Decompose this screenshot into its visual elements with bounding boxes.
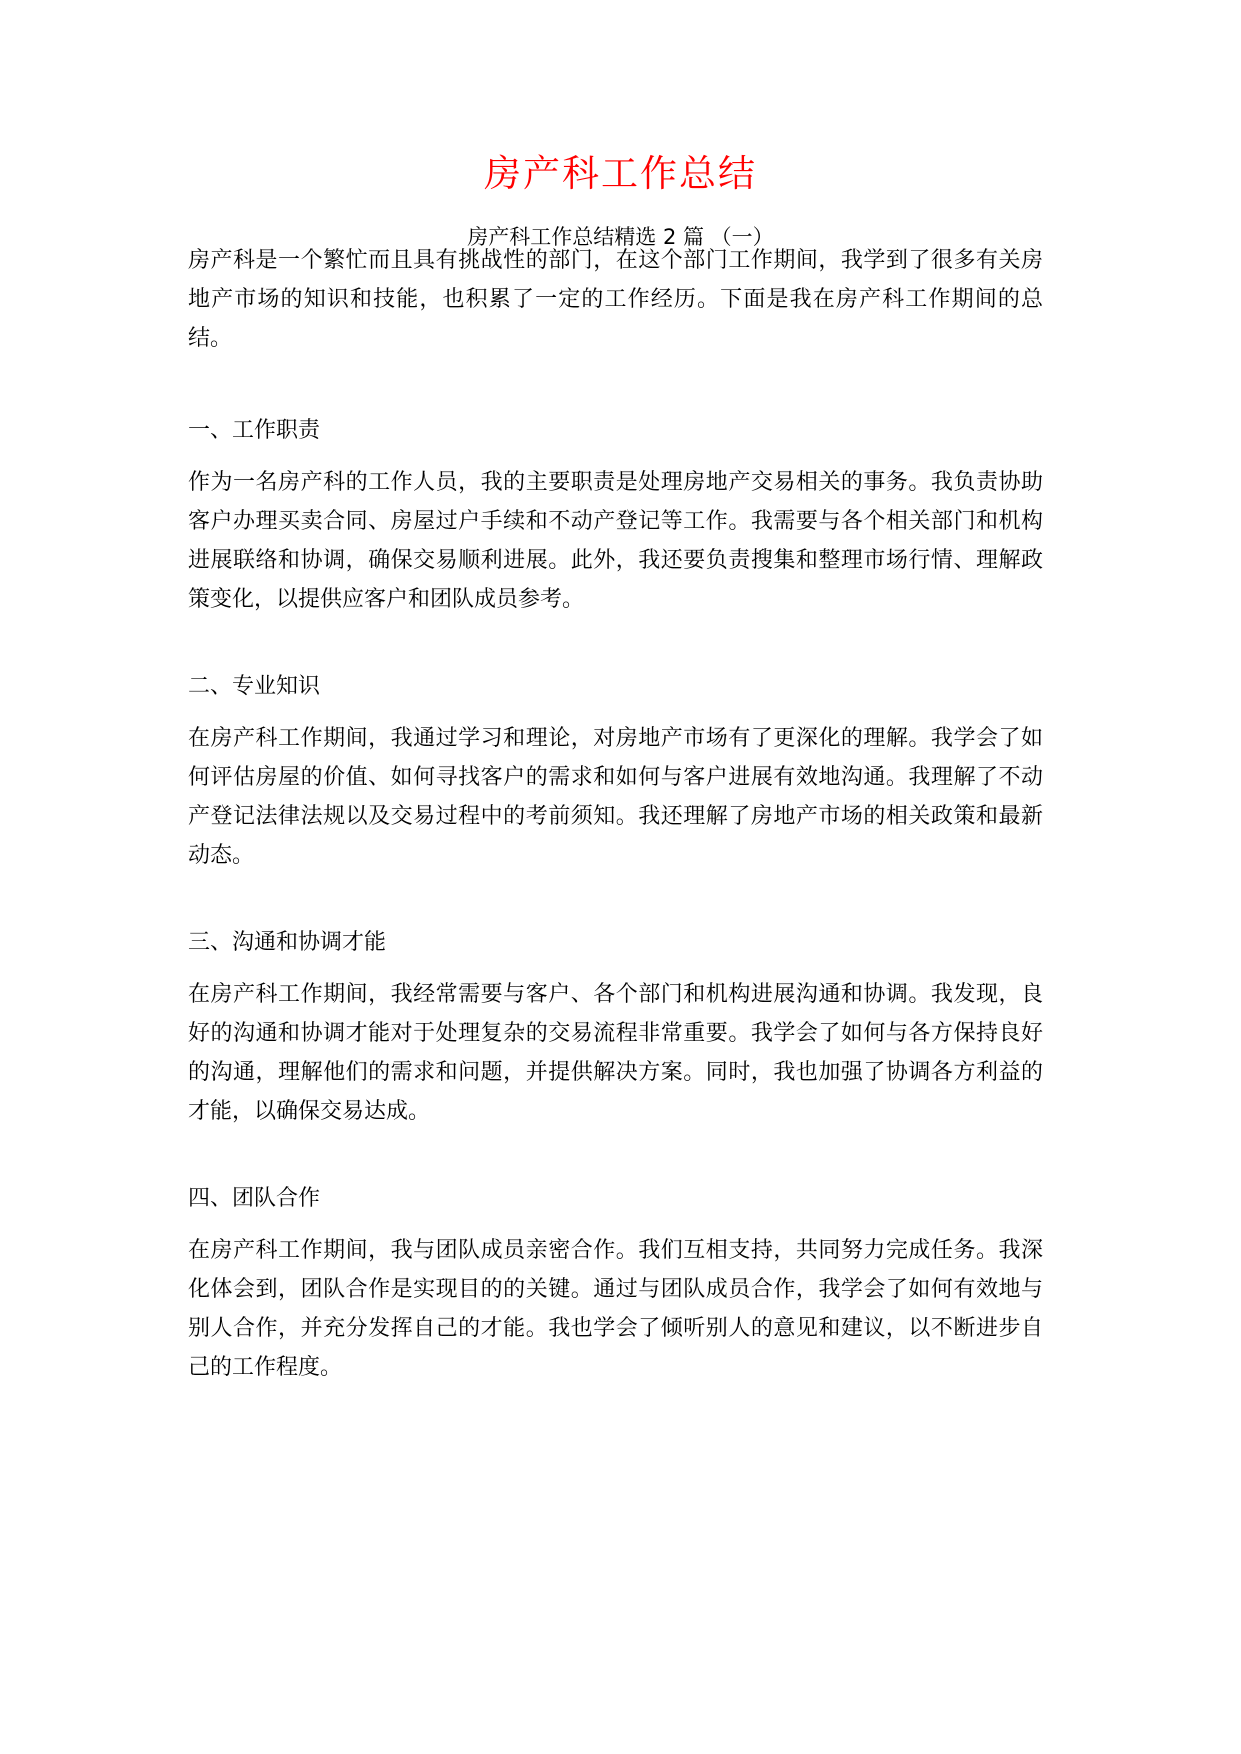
- section-heading-teamwork: 四、团队合作: [188, 1186, 321, 1211]
- document-title: 房产科工作总结: [484, 152, 757, 195]
- section-heading-knowledge: 二、专业知识: [188, 674, 321, 699]
- section-heading-communication: 三、沟通和协调才能: [188, 930, 387, 955]
- document-subtitle: 房产科工作总结精选 2 篇 （一）: [467, 225, 774, 249]
- section-body-teamwork: 在房产科工作期间，我与团队成员亲密合作。我们互相支持，共同努力完成任务。我深化体会到，团队合作是实现目的的关键。通过与团队成员合作，我学会了如何有效地与别人合作，并充分发挥自己的才能。我也学会了倾听别人的意见和建议，以不断进步自己的工作程度。: [188, 1238, 1043, 1380]
- section-body-duties: 作为一名房产科的工作人员，我的主要职责是处理房地产交易相关的事务。我负责协助客户办理买卖合同、房屋过户手续和不动产登记等工作。我需要与各个相关部门和机构进展联络和协调，确保交易顺利进展。此外，我还要负责搜集和整理市场行情、理解政策变化，以提供应客户和团队成员参考。: [188, 470, 1043, 612]
- section-body-communication: 在房产科工作期间，我经常需要与客户、各个部门和机构进展沟通和协调。我发现，良好的沟通和协调才能对于处理复杂的交易流程非常重要。我学会了如何与各方保持良好的沟通，理解他们的需求和问题，并提供解决方案。同时，我也加强了协调各方利益的才能，以确保交易达成。: [188, 982, 1043, 1124]
- section-body-knowledge: 在房产科工作期间，我通过学习和理论，对房地产市场有了更深化的理解。我学会了如何评估房屋的价值、如何寻找客户的需求和如何与客户进展有效地沟通。我理解了不动产登记法律法规以及交易过程中的考前须知。我还理解了房地产市场的相关政策和最新动态。: [188, 726, 1043, 868]
- section-heading-duties: 一、工作职责: [188, 418, 321, 443]
- intro-paragraph: 房产科是一个繁忙而且具有挑战性的部门，在这个部门工作期间，我学到了很多有关房地产市场的知识和技能，也积累了一定的工作经历。下面是我在房产科工作期间的总结。: [188, 248, 1043, 351]
